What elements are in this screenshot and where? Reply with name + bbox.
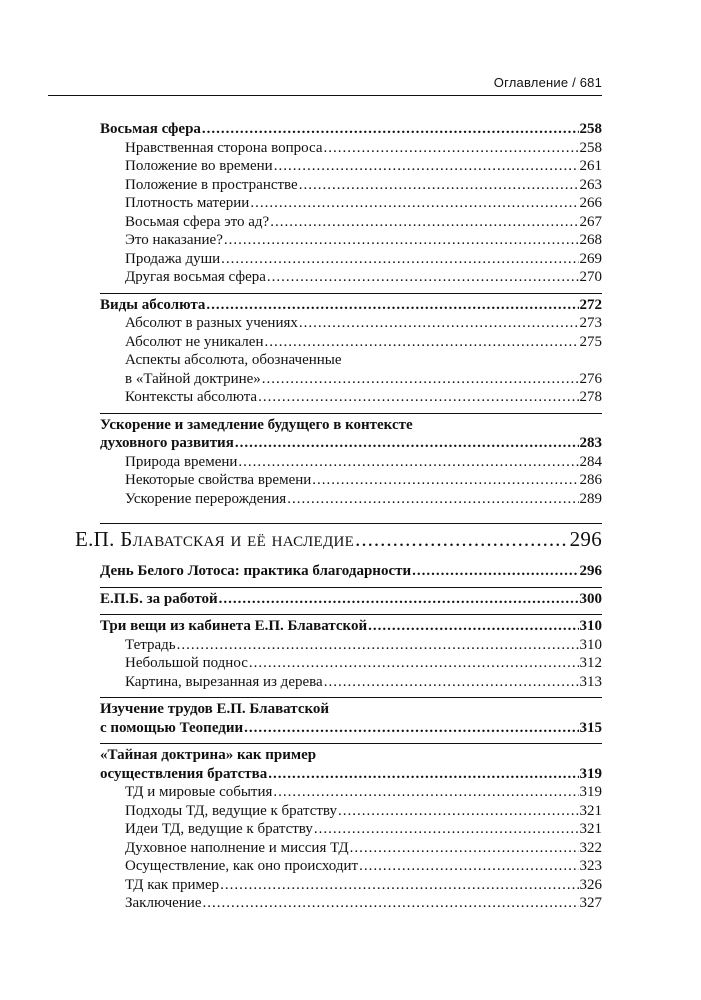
- toc-part-title: Е.П. Блаватская и её наследие: [75, 527, 355, 551]
- toc-entry-title: Другая восьмая сфера: [125, 269, 266, 285]
- toc-subentry[interactable]: [100, 820, 602, 839]
- dot-leader: [299, 314, 579, 333]
- dot-leader: [202, 120, 579, 139]
- toc-entry-title: Природа времени: [125, 453, 238, 470]
- toc-entry-page: 315: [579, 719, 602, 736]
- toc-subentry[interactable]: [100, 802, 602, 821]
- toc-entry-page: 319: [579, 765, 602, 782]
- toc-subentry[interactable]: [100, 783, 602, 802]
- toc-section-secret-doctrine: [100, 743, 602, 919]
- dot-leader: [267, 268, 579, 287]
- toc-entry-title: Абсолют не уникален: [125, 333, 264, 350]
- toc-entry-title: Духовное наполнение и миссия ТД: [125, 839, 349, 856]
- toc-entry-title: День Белого Лотоса: практика благодарности: [100, 563, 412, 579]
- toc-entry-page: 263: [579, 176, 602, 193]
- toc-section-three-things: [100, 614, 602, 697]
- toc-subentry[interactable]: [100, 268, 602, 287]
- dot-leader: [258, 388, 578, 407]
- dot-leader: [368, 617, 578, 636]
- toc-entry-page: 300: [579, 590, 602, 607]
- dot-leader: [270, 213, 578, 232]
- toc-entry-page: 261: [579, 158, 602, 174]
- toc-entry[interactable]: [100, 590, 602, 609]
- toc-entry-title: Положение во времени: [125, 158, 273, 174]
- table-of-contents: [75, 120, 602, 919]
- toc-entry-line1[interactable]: Ускорение и замедление будущего в контексте: [100, 416, 413, 433]
- toc-section-absolute: [100, 293, 602, 413]
- dot-leader: [244, 719, 578, 738]
- toc-subentry[interactable]: [100, 194, 602, 213]
- toc-subentry[interactable]: [100, 333, 602, 352]
- toc-entry-title: духовного развития: [100, 435, 234, 451]
- toc-entry-line1[interactable]: «Тайная доктрина» как пример: [100, 747, 317, 763]
- toc-subentry[interactable]: [100, 654, 602, 673]
- toc-entry-title: Е.П.Б. за работой: [100, 590, 218, 607]
- toc-entry-title: в «Тайной доктрине»: [125, 370, 261, 387]
- toc-subentry[interactable]: [100, 139, 602, 158]
- toc-subentry[interactable]: [100, 636, 602, 655]
- running-head: Оглавление / 681: [493, 75, 602, 90]
- dot-leader: [287, 490, 578, 509]
- toc-entry-page: 258: [579, 121, 602, 137]
- dot-leader: [273, 783, 578, 802]
- toc-entry-page: 284: [579, 453, 602, 470]
- toc-entry-title: Подходы ТД, ведущие к братству: [125, 802, 337, 819]
- toc-entry-page: 296: [579, 563, 602, 579]
- toc-entry-title: Картина, вырезанная из дерева: [125, 673, 323, 690]
- toc-subentry[interactable]: [100, 894, 602, 913]
- dot-leader: [235, 434, 579, 453]
- dot-leader: [314, 820, 579, 839]
- toc-subentry[interactable]: [100, 370, 602, 389]
- toc-entry-title: Это наказание?: [125, 232, 223, 248]
- toc-entry-title: Продажа души: [125, 250, 221, 267]
- toc-entry-title: Положение в пространстве: [125, 176, 298, 193]
- toc-part-entry[interactable]: [75, 526, 602, 552]
- toc-entry-page: 321: [579, 802, 602, 819]
- toc-entry-title: Три вещи из кабинета Е.П. Блаватской: [100, 618, 368, 634]
- toc-entry-page: 276: [579, 370, 602, 387]
- toc-entry-page: 323: [579, 858, 602, 874]
- toc-entry-page: 283: [579, 435, 602, 451]
- dot-leader: [299, 176, 579, 195]
- toc-entry-page: 312: [579, 655, 602, 671]
- dot-leader: [238, 453, 578, 472]
- dot-leader: [324, 139, 579, 158]
- toc-entry-page: 266: [579, 195, 602, 211]
- toc-entry[interactable]: [100, 120, 602, 139]
- toc-entry-title: Заключение: [125, 895, 202, 911]
- toc-section-acceleration: [100, 413, 602, 515]
- toc-entry-page: 267: [579, 213, 602, 230]
- toc-section-eighth-sphere: [100, 120, 602, 293]
- toc-entry[interactable]: [100, 765, 602, 784]
- toc-subentry[interactable]: [100, 250, 602, 269]
- toc-entry-page: 272: [579, 296, 602, 313]
- toc-entry-page: 310: [579, 636, 602, 653]
- toc-entry-title: Осуществление, как оно происходит: [125, 858, 359, 874]
- toc-subentry[interactable]: [100, 213, 602, 232]
- toc-entry-title: Виды абсолюта: [100, 296, 206, 313]
- toc-entry-page: 321: [579, 821, 602, 837]
- toc-entry[interactable]: [100, 434, 602, 453]
- toc-subentry-line1[interactable]: Аспекты абсолюта, обозначенные: [125, 352, 342, 368]
- toc-entry-page: 322: [579, 839, 602, 856]
- dot-leader: [203, 894, 579, 913]
- toc-entry-title: с помощью Теопедии: [100, 719, 244, 736]
- toc-entry-page: 278: [579, 389, 602, 405]
- toc-entry-page: 270: [579, 269, 602, 285]
- dot-leader: [338, 802, 579, 821]
- toc-entry-title: ТД и мировые события: [125, 784, 273, 800]
- toc-part-page: 296: [569, 527, 602, 551]
- toc-entry-title: Некоторые свойства времени: [125, 472, 312, 488]
- toc-entry-page: 319: [579, 784, 602, 800]
- toc-subentry[interactable]: [100, 176, 602, 195]
- dot-leader: [177, 636, 579, 655]
- toc-entry-title: Восьмая сфера это ад?: [125, 213, 270, 230]
- toc-subentry[interactable]: [100, 490, 602, 509]
- toc-entry-title: Небольшой поднос: [125, 655, 248, 671]
- toc-section-white-lotus: [100, 562, 602, 587]
- toc-entry[interactable]: [100, 562, 602, 581]
- toc-entry-page: 289: [579, 490, 602, 507]
- dot-leader: [221, 250, 578, 269]
- toc-entry-page: 286: [579, 472, 602, 488]
- toc-subentry[interactable]: [100, 839, 602, 858]
- toc-entry[interactable]: [100, 296, 602, 315]
- toc-entry-page: 327: [579, 895, 602, 911]
- toc-subentry[interactable]: [100, 471, 602, 490]
- toc-subentry[interactable]: [100, 673, 602, 692]
- dot-leader: [350, 839, 579, 858]
- dot-leader: [206, 296, 578, 315]
- dot-leader: [268, 765, 578, 784]
- toc-entry-title: Плотность материи: [125, 195, 250, 211]
- toc-entry-page: 275: [579, 333, 602, 350]
- dot-leader: [264, 333, 578, 352]
- toc-subentry[interactable]: [100, 857, 602, 876]
- dot-leader: [355, 526, 568, 552]
- toc-entry-title: Восьмая сфера: [100, 121, 201, 137]
- dot-leader: [262, 370, 579, 389]
- toc-section-theopedia: [100, 697, 602, 743]
- dot-leader: [220, 876, 578, 895]
- toc-entry-line1[interactable]: Изучение трудов Е.П. Блаватской: [100, 701, 330, 717]
- toc-subentry[interactable]: [100, 231, 602, 250]
- toc-entry-page: 310: [579, 618, 602, 634]
- toc-section-hpb-at-work: [100, 587, 602, 615]
- toc-entry-page: 273: [579, 315, 602, 331]
- dot-leader: [359, 857, 578, 876]
- toc-subentry[interactable]: [100, 876, 602, 895]
- toc-entry[interactable]: [100, 719, 602, 738]
- dot-leader: [249, 654, 579, 673]
- toc-entry-page: 313: [579, 673, 602, 690]
- dot-leader: [274, 157, 579, 176]
- toc-entry-title: Идеи ТД, ведущие к братству: [125, 821, 313, 837]
- toc-subentry[interactable]: [100, 314, 602, 333]
- header-rule: [48, 95, 602, 96]
- toc-entry-title: Абсолют в разных учениях: [125, 315, 298, 331]
- dot-leader: [219, 590, 579, 609]
- dot-leader: [250, 194, 578, 213]
- dot-leader: [312, 471, 578, 490]
- toc-entry-title: Ускорение перерождения: [125, 490, 287, 507]
- toc-entry-page: 326: [579, 876, 602, 893]
- toc-subentry[interactable]: [100, 157, 602, 176]
- dot-leader: [324, 673, 579, 692]
- toc-entry[interactable]: [100, 617, 602, 636]
- toc-subentry[interactable]: [100, 453, 602, 472]
- toc-entry-title: Контексты абсолюта: [125, 389, 258, 405]
- toc-subentry[interactable]: [100, 388, 602, 407]
- toc-part: [75, 523, 602, 558]
- toc-entry-title: Тетрадь: [125, 636, 176, 653]
- toc-entry-page: 268: [579, 232, 602, 248]
- toc-entry-page: 258: [579, 139, 602, 156]
- toc-entry-title: ТД как пример: [125, 876, 220, 893]
- dot-leader: [412, 562, 578, 581]
- toc-entry-title: Нравственная сторона вопроса: [125, 139, 323, 156]
- toc-entry-title: осуществления братства: [100, 765, 268, 782]
- dot-leader: [224, 231, 579, 250]
- toc-entry-page: 269: [579, 250, 602, 267]
